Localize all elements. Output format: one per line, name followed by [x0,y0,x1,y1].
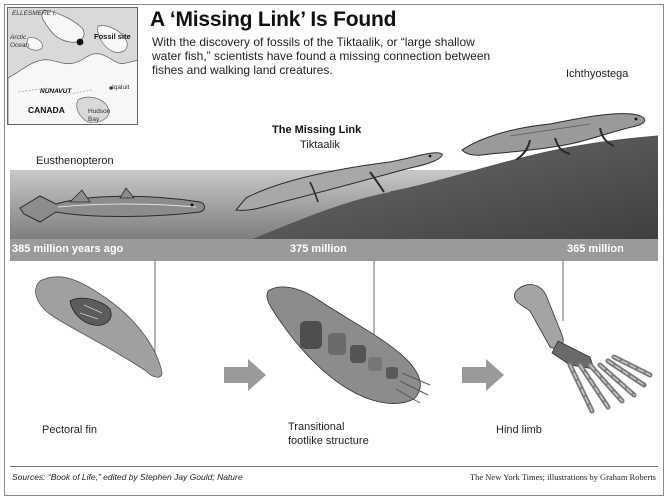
timeline-365: 365 million [567,243,624,255]
map-label-iqaluit: Iqaluit [112,84,130,91]
locator-map [7,7,138,125]
arrow-right-icon [224,359,266,391]
map-label-fossil-site: Fossil site [94,32,131,41]
map-label-ellesmere: ELLESMERE I. [12,10,57,17]
label-pectoral-fin: Pectoral fin [42,424,98,436]
label-ichthyostega: Ichthyostega [566,68,629,80]
label-transitional: Transitional [288,421,345,433]
label-hind-limb: Hind limb [496,424,542,436]
map-label-canada: CANADA [28,105,65,115]
arrow-right-icon-2 [462,359,504,391]
timeline-375: 375 million [290,243,347,255]
timeline-385: 385 million years ago [12,243,124,255]
sources-text: Sources: “Book of Life,” edited by Stephen Jay Gould; Nature [12,472,243,482]
label-footlike-structure: footlike structure [288,435,369,447]
footer [10,466,658,488]
hind-limb-illustration [514,285,650,411]
timeline-band [10,239,658,261]
label-missing-link: The Missing Link [272,124,362,136]
headline: A ‘Missing Link’ Is Found [150,8,397,31]
label-tiktaalik: Tiktaalik [300,139,340,151]
transitional-structure-illustration [267,287,430,404]
map-label-nunavut: NUNAVUT [40,88,72,95]
label-eusthenopteron: Eusthenopteron [36,155,114,167]
map-label-hudson-bay: Hudson Bay [88,108,111,123]
credit-text: The New York Times; illustrations by Graham Roberts [469,472,656,482]
intro-text: With the discovery of fossils of the Tiktaalik, or “large shallow water fish,” scientists have found a missing connection between fishes and walking land creatures. [152,35,491,77]
fossil-site-marker [77,39,84,46]
pectoral-fin-illustration [36,277,162,378]
map-label-arctic-ocean: Arctic Ocean [10,34,30,49]
